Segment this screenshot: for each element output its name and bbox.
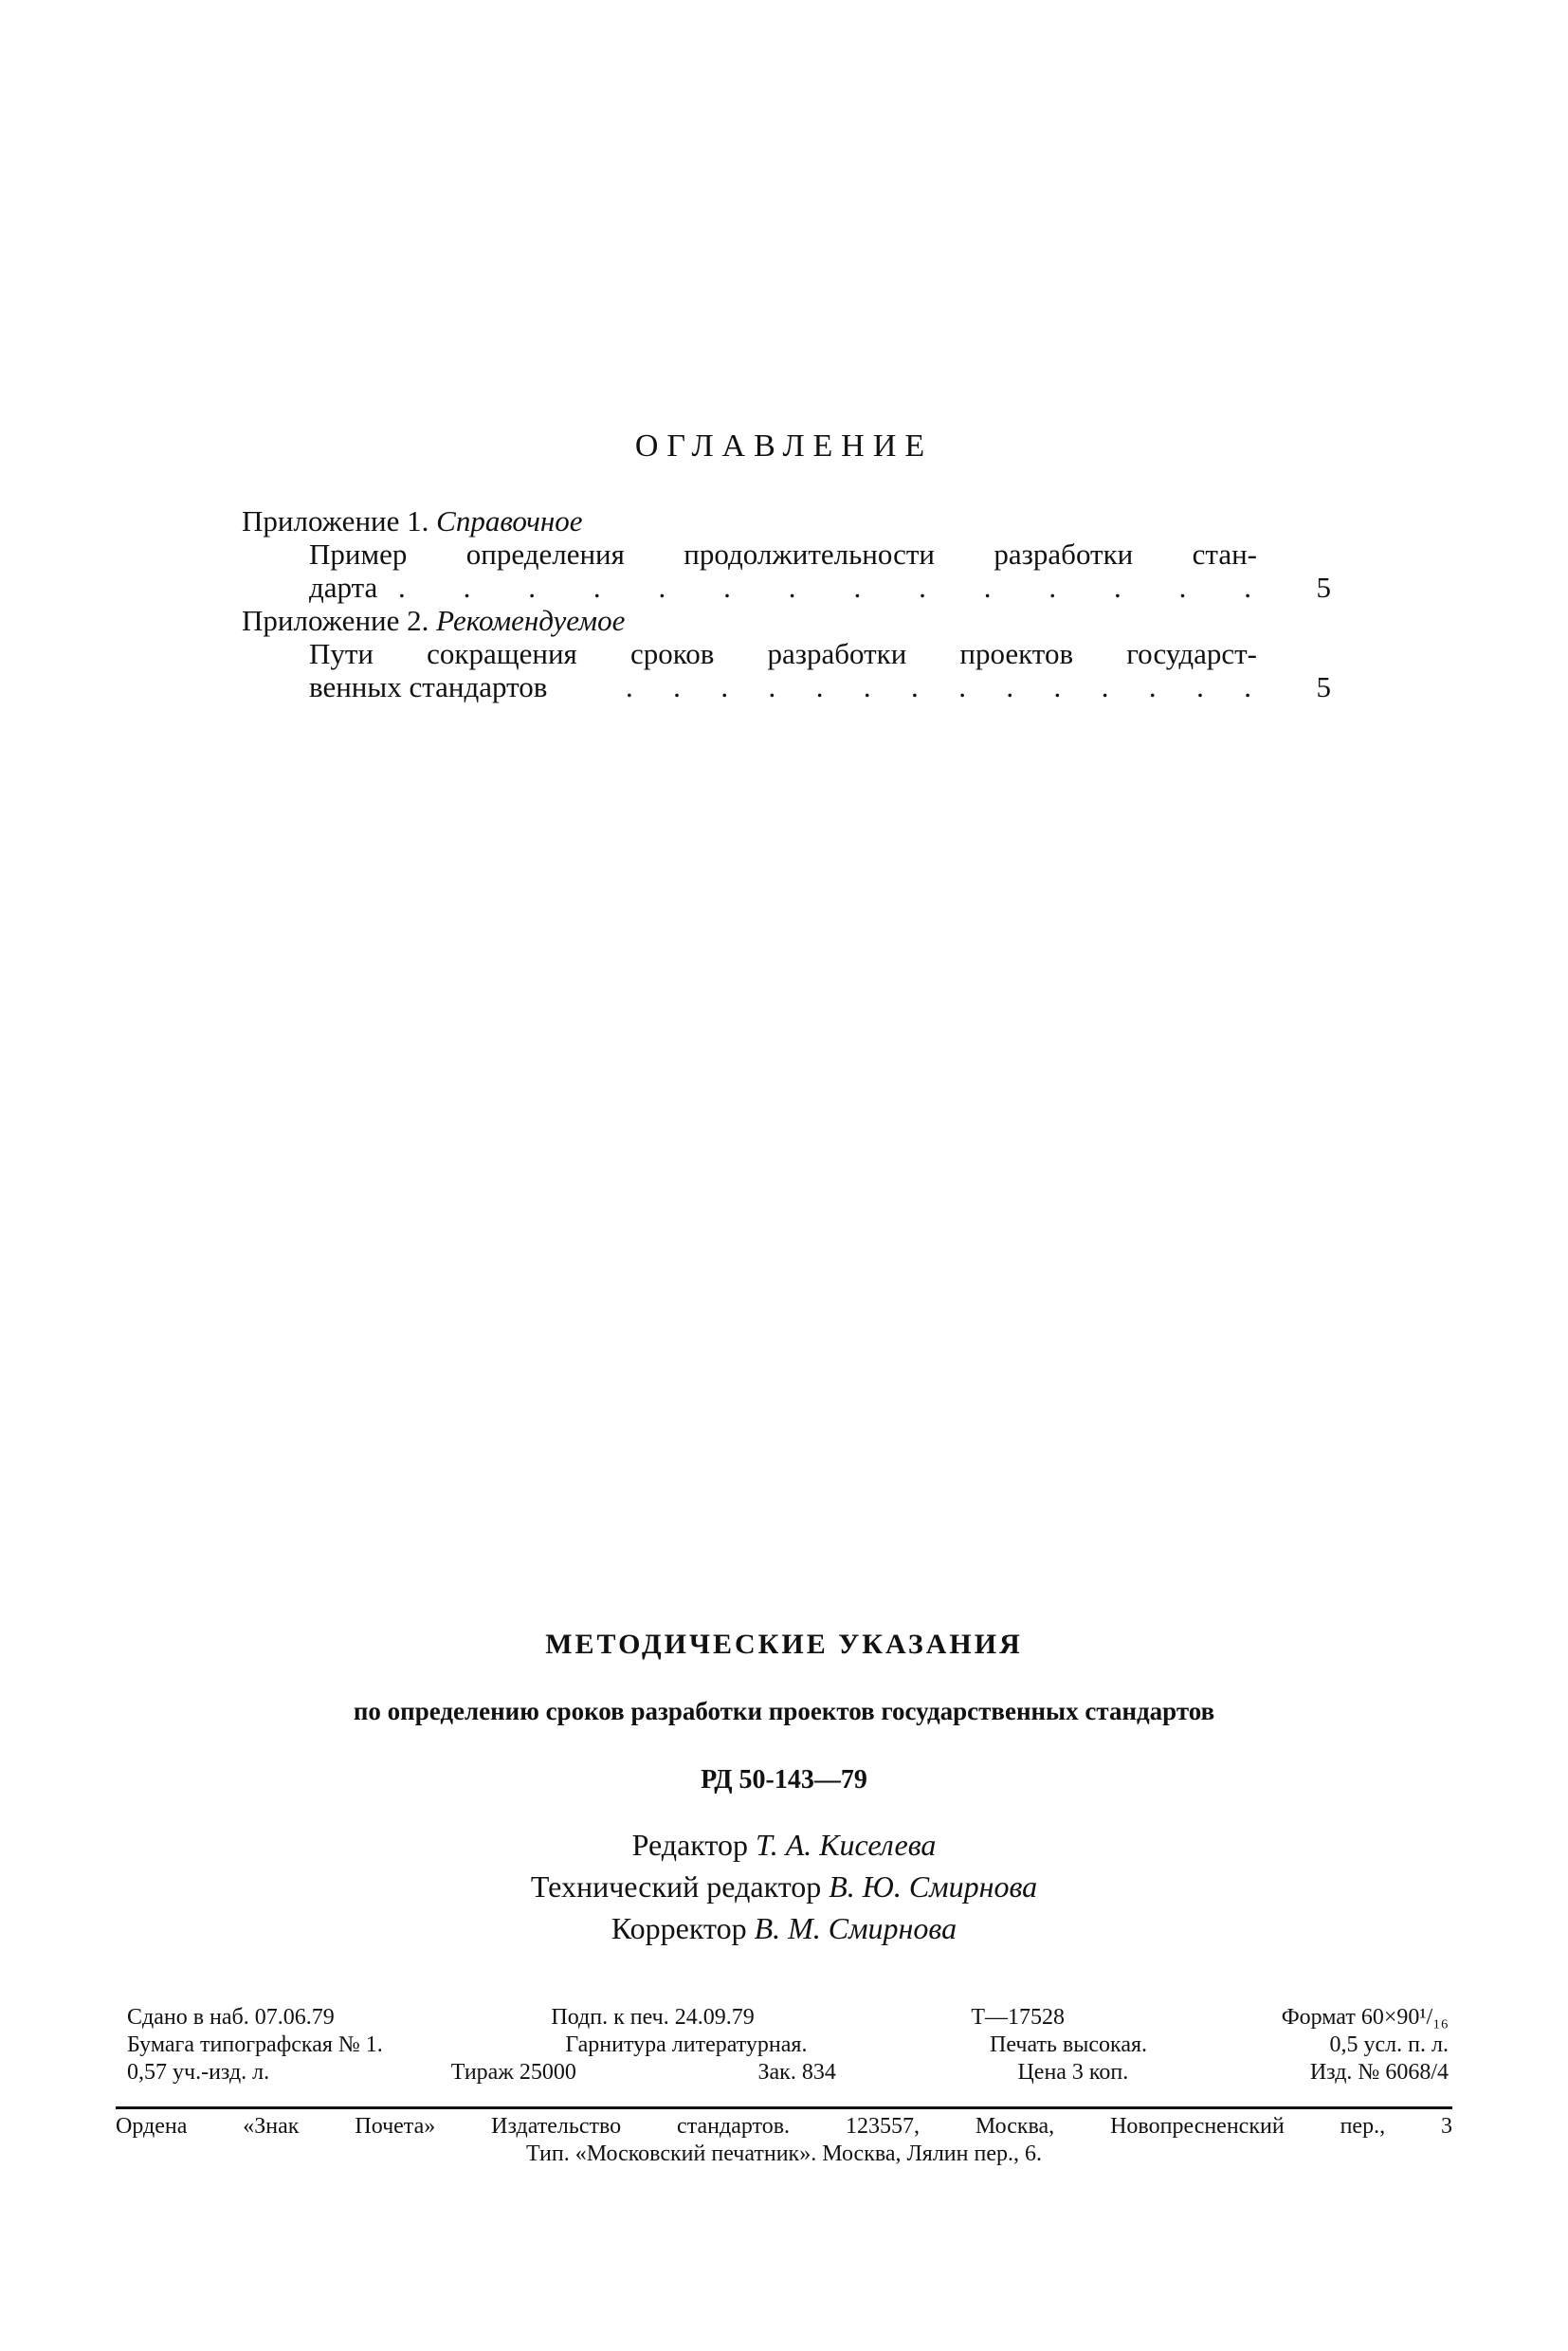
appendix-label: Приложение 2.: [242, 604, 429, 637]
imprint-cell: Гарнитура литературная.: [565, 2032, 808, 2057]
document-code: РД 50-143—79: [701, 1765, 867, 1795]
editor-role: Редактор: [631, 1828, 748, 1862]
imprint-cell: 0,5 усл. п. л.: [1329, 2032, 1449, 2057]
editor-line: [0, 1828, 1568, 1863]
imprint-cell: Сдано в наб. 07.06.79: [127, 2005, 335, 2030]
appendix-kind: Справочное: [436, 504, 583, 538]
toc-entry-1-heading[interactable]: [242, 504, 583, 538]
appendix-kind: Рекомендуемое: [436, 604, 626, 637]
imprint-cell: Печать высокая.: [989, 2032, 1148, 2057]
publisher-line: Ордена «Знак Почета» Издательство стандартов. 123557, Москва, Новопресненский пер., 3: [116, 2114, 1452, 2139]
printer-line: Тип. «Московский печатник». Москва, Лялин пер., 6.: [525, 2141, 1042, 2166]
toc-page-number[interactable]: 5: [1316, 670, 1331, 703]
imprint-cell: Бумага типографская № 1.: [127, 2032, 383, 2057]
divider-rule: [116, 2106, 1452, 2109]
tech-editor-line: [0, 1869, 1568, 1904]
colophon-heading: МЕТОДИЧЕСКИЕ УКАЗАНИЯ: [545, 1629, 1023, 1660]
imprint-cell: Изд. № 6068/4: [1309, 2060, 1449, 2085]
imprint-cell: Тираж 25000: [450, 2060, 576, 2085]
toc-leader-dots: . . . . . . . . . . . . . .: [398, 571, 1251, 604]
editor-role: Технический редактор: [530, 1869, 822, 1904]
toc-page-number[interactable]: 5: [1316, 571, 1331, 604]
imprint-cell: 0,57 уч.-изд. л.: [127, 2060, 270, 2085]
editor-name: В. М. Смирнова: [754, 1911, 957, 1945]
editor-role: Корректор: [611, 1911, 747, 1945]
toc-entry-1-text-cont: дарта: [309, 571, 378, 604]
editor-name: Т. А. Киселева: [755, 1828, 937, 1862]
imprint-cell: Цена 3 коп.: [1017, 2060, 1129, 2085]
toc-title: ОГЛАВЛЕНИЕ: [634, 428, 934, 464]
imprint-cell: Т—17528: [971, 2005, 1066, 2030]
toc-entry-1-text: Пример определения продолжительности разработки стан-: [309, 538, 1257, 571]
imprint-cell: Подп. к печ. 24.09.79: [551, 2005, 755, 2030]
imprint-row: [127, 2032, 1449, 2059]
editor-name: В. Ю. Смирнова: [829, 1869, 1038, 1904]
imprint-row: [127, 2059, 1449, 2087]
imprint-row: [127, 2004, 1449, 2032]
appendix-label: Приложение 1.: [242, 504, 429, 538]
imprint-cell: Формат 60×90¹/₁₆: [1281, 2005, 1449, 2030]
proofreader-line: [0, 1911, 1568, 1946]
imprint-cell: Зак. 834: [757, 2060, 836, 2085]
toc-entry-2-text-cont: венных стандартов: [309, 670, 548, 703]
toc-leader-dots: . . . . . . . . . . . . . .: [626, 670, 1251, 703]
toc-entry-2-heading[interactable]: [242, 604, 625, 637]
toc-entry-2-text: Пути сокращения сроков разработки проектов государст-: [309, 637, 1257, 670]
colophon-subheading: по определению сроков разработки проектов государственных стандартов: [353, 1697, 1215, 1725]
